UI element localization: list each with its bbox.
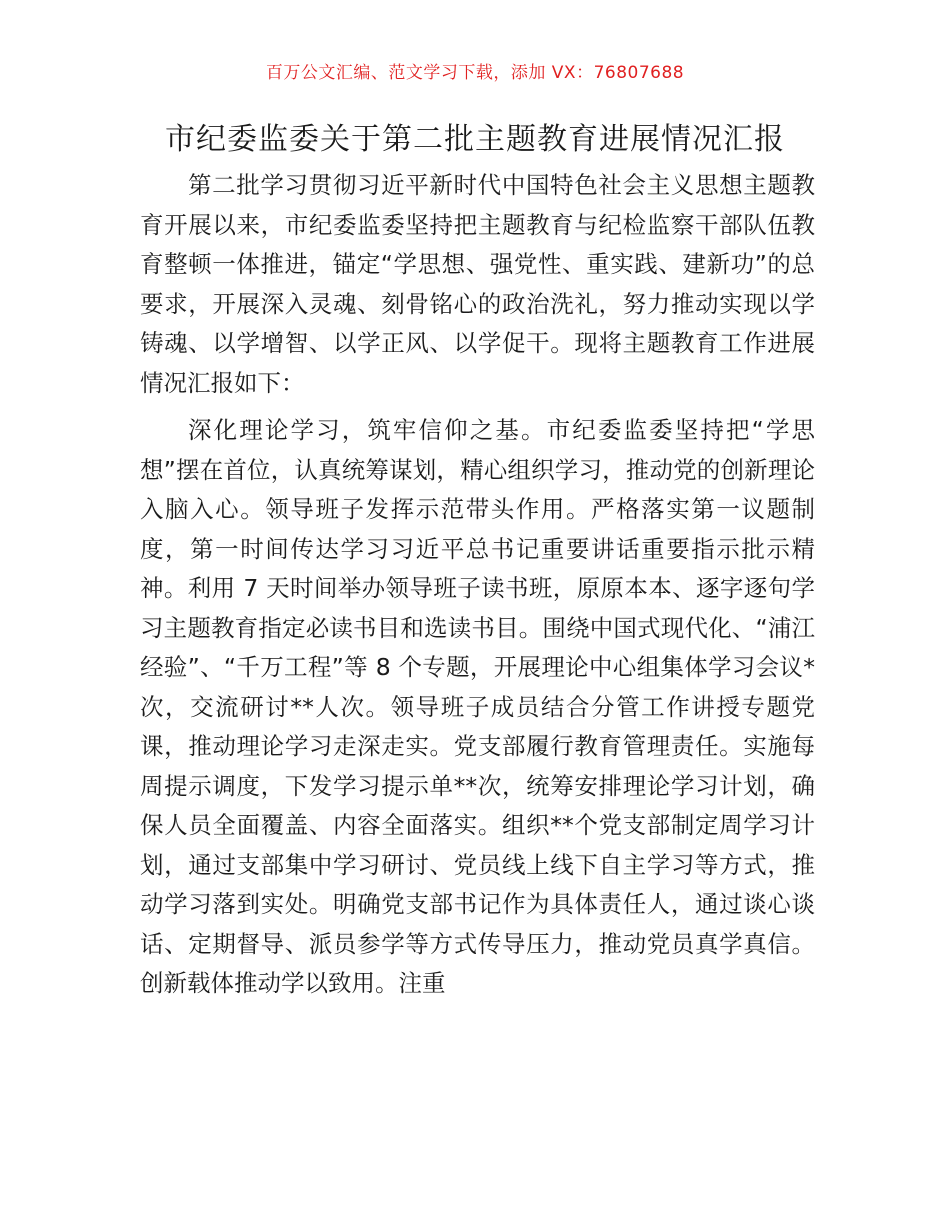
document-body (140, 166, 815, 1004)
paragraph-theory-study: 深化理论学习，筑牢信仰之基。市纪委监委坚持把“学思想”摆在首位，认真统筹谋划，精心组织学习，推动党的创新理论入脑入心。领导班子发挥示范带头作用。严格落实第一议题制度，第一时间传达学习习近平总书记重要讲话重要指示批示精神。利用 7 天时间举办领导班子读书班，原原本本、逐字逐句学习主题教育指定必读书目和选读书目。围绕中国式现代化、“浦江经验”、“千万工程”等 8 个专题，开展理论中心组集体学习会议*次，交流研讨**人次。领导班子成员结合分管工作讲授专题党课，推动理论学习走深走实。党支部履行教育管理责任。实施每周提示调度，下发学习提示单**次，统筹安排理论学习计划，确保人员全面覆盖、内容全面落实。组织**个党支部制定周学习计划，通过支部集中学习研讨、党员线上线下自主学习等方式，推动学习落到实处。明确党支部书记作为具体责任人，通过谈心谈话、定期督导、派员参学等方式传导压力，推动党员真学真信。创新载体推动学以致用。注重 (140, 416, 815, 997)
document-title: 市纪委监委关于第二批主题教育进展情况汇报 (165, 122, 785, 157)
header-watermark-note: 百万公文汇编、范文学习下载，添加 VX：76807688 (265, 63, 685, 83)
paragraph-intro: 第二批学习贯彻习近平新时代中国特色社会主义思想主题教育开展以来，市纪委监委坚持把主题教育与纪检监察干部队伍教育整顿一体推进，锚定“学思想、强党性、重实践、建新功”的总要求，开展深入灵魂、刻骨铭心的政治洗礼，努力推动实现以学铸魂、以学增智、以学正风、以学促干。现将主题教育工作进展情况汇报如下： (140, 171, 815, 397)
